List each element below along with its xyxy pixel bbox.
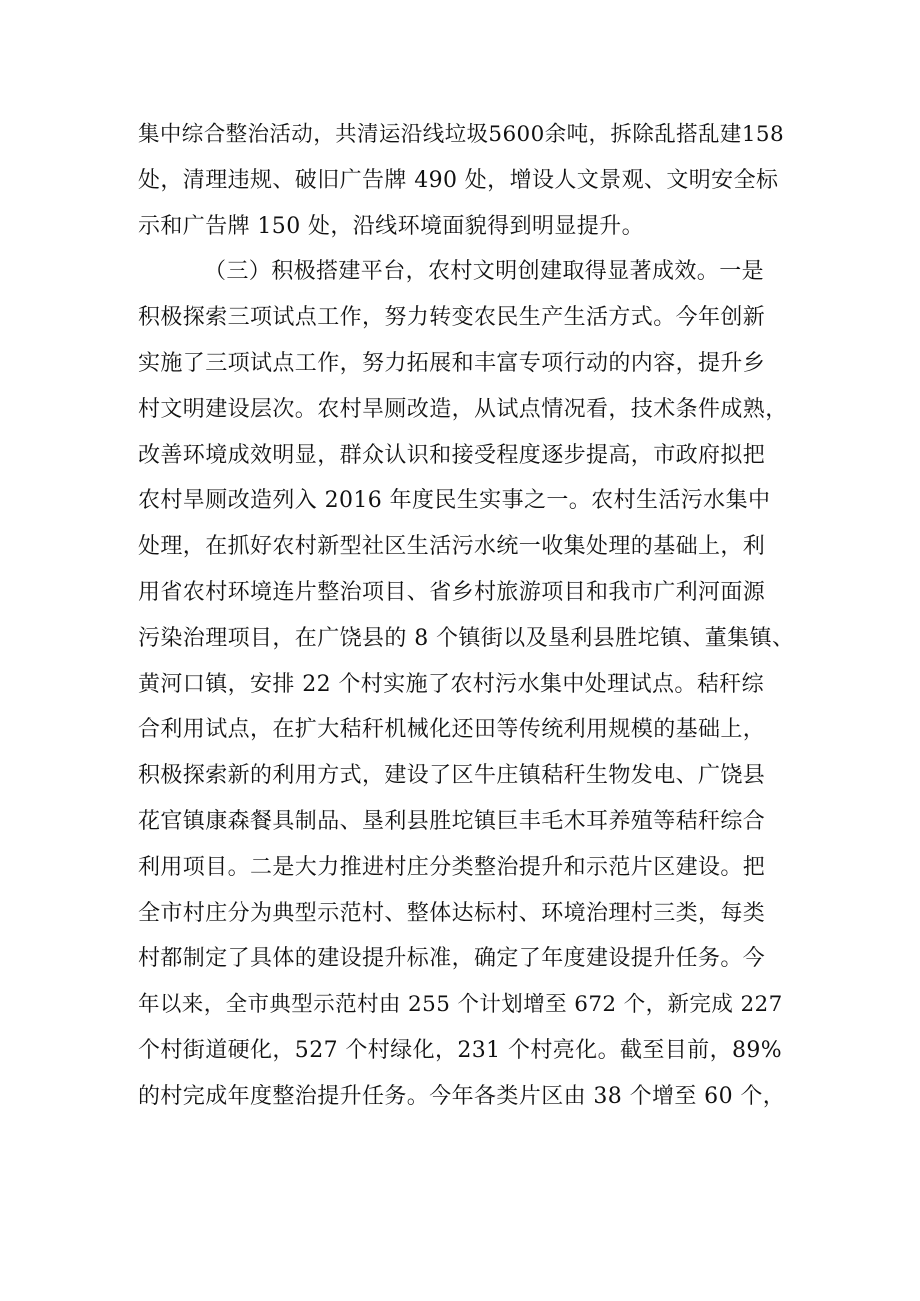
text-line: 处，清理违规、破旧广告牌 490 处，增设人文景观、文明安全标 bbox=[138, 167, 779, 193]
text-line: 村都制定了具体的建设提升标准，确定了年度建设提升任务。今 bbox=[138, 946, 766, 972]
text-line: 示和广告牌 150 处，沿线环境面貌得到明显提升。 bbox=[138, 213, 644, 239]
text-line: 利用项目。二是大力推进村庄分类整治提升和示范片区建设。把 bbox=[138, 854, 766, 880]
text-line: 处理，在抓好农村新型社区生活污水统一收集处理的基础上，利 bbox=[138, 534, 766, 560]
text-line: 改善环境成效明显，群众认识和接受程度逐步提高，市政府拟把 bbox=[138, 442, 766, 468]
text-line: 村文明建设层次。农村旱厕改造，从试点情况看，技术条件成熟， bbox=[138, 396, 788, 422]
text-line: 合利用试点，在扩大秸秆机械化还田等传统利用规模的基础上， bbox=[138, 717, 766, 743]
section-heading-line: （三）积极搭建平台，农村文明创建取得显著成效。一是 bbox=[204, 259, 765, 285]
text-line: 积极探索三项试点工作，努力转变农民生产生活方式。今年创新 bbox=[138, 305, 766, 331]
text-line: 实施了三项试点工作，努力拓展和丰富专项行动的内容，提升乡 bbox=[138, 350, 766, 376]
text-line: 的村完成年度整治提升任务。今年各类片区由 38 个增至 60 个， bbox=[138, 1083, 786, 1109]
text-line: 农村旱厕改造列入 2016 年度民生实事之一。农村生活污水集中 bbox=[138, 488, 771, 514]
text-line: 全市村庄分为典型示范村、整体达标村、环境治理村三类，每类 bbox=[138, 900, 766, 926]
text-line: 黄河口镇，安排 22 个村实施了农村污水集中处理试点。秸秆综 bbox=[138, 671, 764, 697]
text-line: 个村街道硬化，527 个村绿化，231 个村亮化。截至目前，89% bbox=[138, 1037, 783, 1063]
text-line: 集中综合整治活动，共清运沿线垃圾5600余吨，拆除乱搭乱建158 bbox=[138, 122, 785, 147]
text-line: 用省农村环境连片整治项目、省乡村旅游项目和我市广利河面源 bbox=[138, 579, 766, 605]
text-line: 年以来，全市典型示范村由 255 个计划增至 672 个，新完成 227 bbox=[138, 992, 783, 1018]
text-line: 花官镇康森餐具制品、垦利县胜坨镇巨丰毛木耳养殖等秸秆综合 bbox=[138, 808, 766, 834]
body-text bbox=[138, 112, 794, 1120]
text-line: 污染治理项目，在广饶县的 8 个镇街以及垦利县胜坨镇、董集镇、 bbox=[138, 625, 795, 651]
text-line: 积极探索新的利用方式，建设了区牛庄镇秸秆生物发电、广饶县 bbox=[138, 763, 766, 789]
